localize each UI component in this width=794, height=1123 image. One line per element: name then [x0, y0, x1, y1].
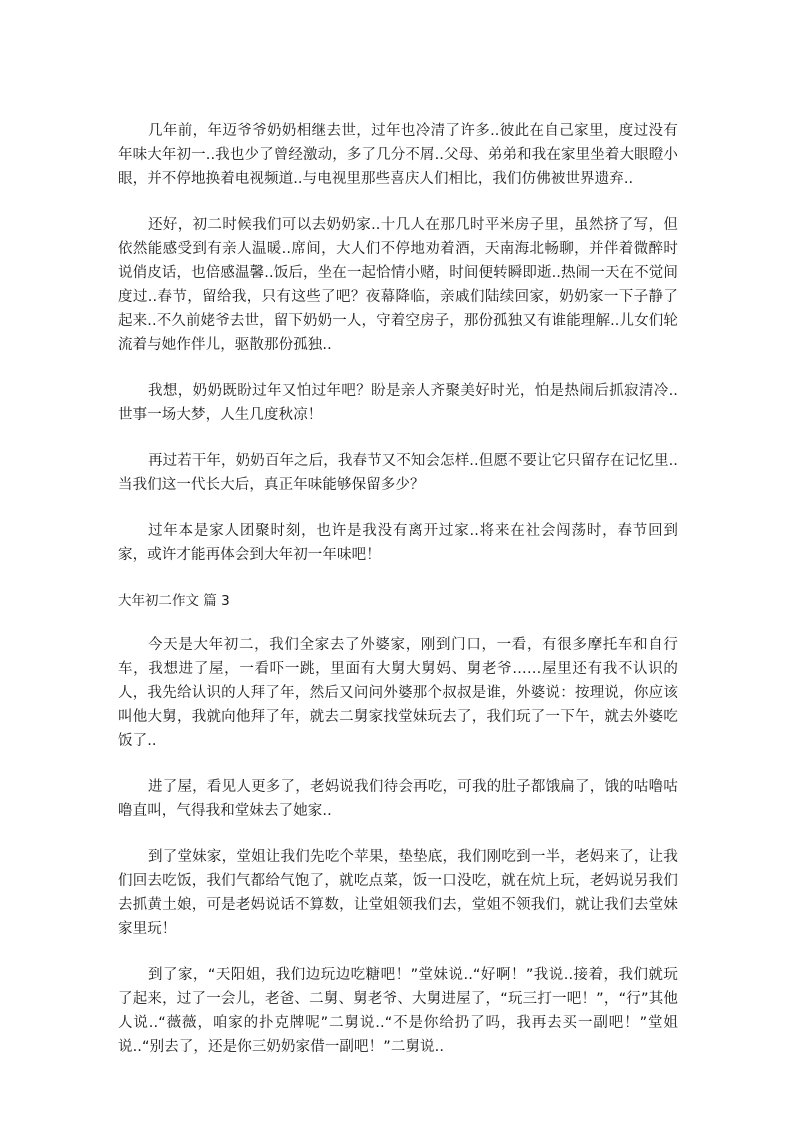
paragraph: 进了屋，看见人更多了，老妈说我们待会再吃，可我的肚子都饿扁了，饿的咕噜咕噜直叫，气得我和堂妹去了她家.. — [118, 779, 678, 819]
paragraph: 到了家，“天阳姐，我们边玩边吃糖吧！”堂妹说..“好啊！”我说..接着，我们就玩了起来，过了一会儿，老爸、二舅、舅老爷、大舅进屋了，“玩三打一吧！”，“行”其他人说..“薇薇，咱家的扑克牌呢”二舅说..“不是你给扔了吗，我再去买一副吧！”堂姐说..“别去了，还是你三奶奶家借一副吧！”二舅说.. — [118, 967, 678, 1055]
paragraph: 还好，初二时候我们可以去奶奶家..十几人在那几时平米房子里，虽然挤了写，但依然能感受到有亲人温暖..席间，大人们不停地劝着酒，天南海北畅聊，并伴着微醉时说俏皮话，也倍感温馨..饭后，坐在一起恰情小赌，时间便转瞬即逝..热闹一天在不觉间度过..春节，留给我，只有这些了吧？夜幕降临，亲戚们陆续回家，奶奶家一下子静了起来..不久前姥爷去世，留下奶奶一人，守着空房子，那份孤独又有谁能理解..儿女们轮流着与她作伴儿，驱散那份孤独.. — [118, 217, 678, 353]
paragraph: 到了堂妹家，堂姐让我们先吃个苹果，垫垫底，我们刚吃到一半，老妈来了，让我们回去吃饭，我们气都给气饱了，就吃点菜，饭一口没吃，就在炕上玩，老妈说另我们去抓黄土娘，可是老妈说话不算数，让堂姐领我们去，堂姐不领我们，就让我们去堂妹家里玩！ — [118, 849, 678, 937]
paragraph: 几年前，年迈爷爷奶奶相继去世，过年也冷清了许多..彼此在自己家里，度过没有年味大年初一..我也少了曾经激动，多了几分不屑..父母、弟弟和我在家里坐着大眼瞪小眼，并不停地换着电视频道..与电视里那些喜庆人们相比，我们仿佛被世界遗弃.. — [118, 123, 678, 187]
paragraph: 我想，奶奶既盼过年又怕过年吧？盼是亲人齐聚美好时光，怕是热闹后抓寂清冷..世事一场大梦，人生几度秋凉！ — [118, 383, 678, 423]
document-page — [118, 119, 678, 1059]
paragraph: 再过若干年，奶奶百年之后，我春节又不知会怎样..但愿不要让它只留存在记忆里..当我们这一代长大后，真正年味能够保留多少？ — [118, 453, 678, 493]
paragraph: 过年本是家人团聚时刻，也许是我没有离开过家..将来在社会闯荡时，春节回到家，或许才能再体会到大年初一年味吧！ — [118, 523, 678, 563]
paragraph: 今天是大年初二，我们全家去了外婆家，刚到门口，一看，有很多摩托车和自行车，我想进了屋，一看吓一跳，里面有大舅大舅妈、舅老爷……屋里还有我不认识的人，我先给认识的人拜了年，然后又问问外婆那个叔叔是谁，外婆说：按理说，你应该叫他大舅，我就向他拜了年，就去二舅家找堂妹玩去了，我们玩了一下午，就去外婆吃饭了.. — [118, 637, 678, 749]
section-heading: 大年初二作文 篇 3 — [118, 593, 230, 609]
